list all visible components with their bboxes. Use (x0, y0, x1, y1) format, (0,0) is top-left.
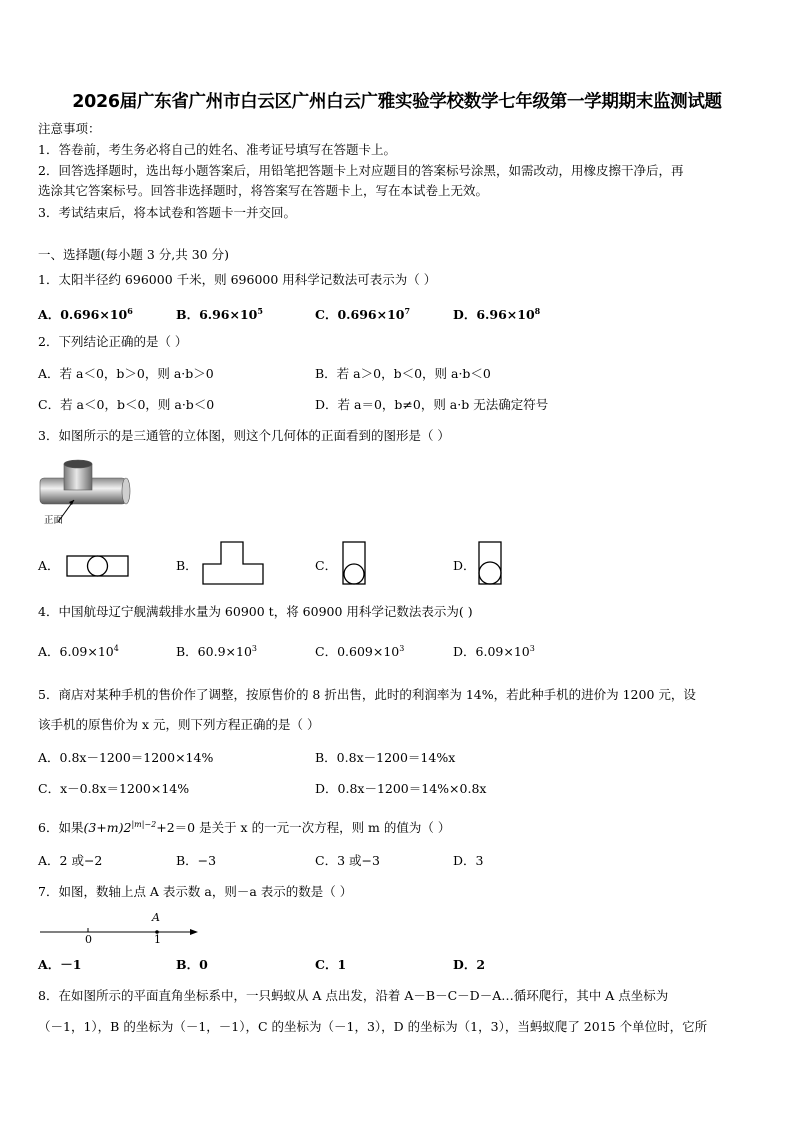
q3-option-a-shape (66, 553, 130, 579)
notice-heading: 注意事项： (38, 121, 101, 136)
q3-option-b-label: B． (176, 558, 198, 573)
q2-option-b: B．若 a＞0，b＜0，则 a·b＜0 (315, 366, 491, 381)
q3-option-d-label: D． (453, 558, 476, 573)
q1-stem: 1．太阳半径约 696000 千米，则 696000 用科学记数法可表示为（ ） (38, 272, 437, 287)
q8-stem-line1: 8．在如图所示的平面直角坐标系中，一只蚂蚁从 A 点出发，沿着 A－B－C－D－A…循环爬行，其中 A 点坐标为 (38, 988, 669, 1003)
q6-expression: (3+m)2 (83, 820, 132, 836)
q7-option-d: D．2 (453, 957, 486, 972)
q7-option-a: A．－1 (38, 957, 82, 972)
notice-item-2-cont: 选涂其它答案标号。回答非选择题时，将答案写在答题卡上，写在本试卷上无效。 (38, 183, 489, 198)
q7-tick-1: 1 (154, 933, 161, 946)
q2-option-d: D．若 a＝0，b≠0，则 a·b 无法确定符号 (315, 397, 549, 412)
notice-item-3: 3．考试结束后，将本试卷和答题卡一并交回。 (38, 205, 296, 220)
q7-point-label: A (152, 911, 160, 924)
q1-option-c: C．$0.696\times 10^7$ (315, 306, 411, 323)
q2-stem: 2．下列结论正确的是（ ） (38, 334, 188, 349)
q7-stem: 7．如图，数轴上点 A 表示数 a，则－a 表示的数是（ ） (38, 884, 353, 899)
q6-stem: 6．如果$(3+m)2^{|m|-2}+2=0$ 是关于 x 的一元一次方程，则 m 的值为（ ） (38, 820, 451, 836)
q7-option-b: B．0 (176, 957, 208, 972)
q3-figure-label: 正面 (44, 515, 64, 526)
section-heading: 一、选择题(每小题 3 分,共 30 分) (38, 247, 229, 262)
q3-option-c-label: C． (315, 558, 338, 573)
q1-option-b: B．$6.96\times 10^5$ (176, 306, 263, 323)
q3-option-d-shape (477, 540, 503, 586)
q5-option-b: B．0.8x－1200＝14%x (315, 750, 456, 765)
q5-option-d: D．0.8x－1200＝14%×0.8x (315, 781, 487, 796)
q4-stem: 4．中国航母辽宁舰满载排水量为 60900 t，将 60900 用科学记数法表示为( ) (38, 604, 473, 619)
q6-option-b: B．−3 (176, 853, 217, 868)
q6-option-c: C．3 或−3 (315, 853, 380, 868)
q2-option-a: A．若 a＜0，b＞0，则 a·b＞0 (38, 366, 214, 381)
q4-option-a: A．$6.09\times 10^4$ (38, 644, 119, 660)
q4-option-c: C．$0.609\times 10^3$ (315, 644, 405, 660)
q5-stem-line2: 该手机的原售价为 x 元，则下列方程正确的是（ ） (38, 717, 320, 732)
q4-option-d: D．$6.09\times 10^3$ (453, 644, 535, 660)
q4-option-b: B．$60.9\times 10^3$ (176, 644, 257, 660)
page-title: 2026届广东省广州市白云区广州白云广雅实验学校数学七年级第一学期期末监测试题 (72, 92, 722, 112)
number-line (38, 908, 204, 948)
q1-option-d: D．$6.96\times 10^8$ (453, 306, 541, 323)
q6-option-d: D．3 (453, 853, 484, 868)
q6-exponent: |m|−2 (131, 820, 157, 829)
q3-option-a-label: A． (38, 558, 60, 573)
notice-item-2: 2．回答选择题时，选出每小题答案后，用铅笔把答题卡上对应题目的答案标号涂黑，如需改动，用橡皮擦干净后，再 (38, 163, 684, 178)
q7-tick-0: 0 (85, 933, 92, 946)
q2-option-c: C．若 a＜0，b＜0，则 a·b＜0 (38, 397, 215, 412)
q5-option-c: C．x－0.8x＝1200×14% (38, 781, 190, 796)
q5-stem-line1: 5．商店对某种手机的售价作了调整，按原售价的 8 折出售，此时的利润率为 14%，若此种手机的进价为 1200 元，设 (38, 687, 696, 702)
q6-option-a: A．2 或−2 (38, 853, 103, 868)
q7-option-c: C．1 (315, 957, 347, 972)
q1-option-a: A．$0.696\times 10^6$ (38, 306, 133, 323)
q5-option-a: A．0.8x－1200＝1200×14% (38, 750, 214, 765)
q3-option-b-shape (201, 540, 265, 586)
q8-stem-line2: （－1，1），B 的坐标为（－1，－1），C 的坐标为（－1，3），D 的坐标为（1，3），当蚂蚁爬了 2015 个单位时，它所 (38, 1019, 708, 1034)
notice-item-1: 1．答卷前，考生务必将自己的姓名、准考证号填写在答题卡上。 (38, 142, 396, 157)
q3-stem: 3．如图所示的是三通管的立体图，则这个几何体的正面看到的图形是（ ） (38, 428, 450, 443)
q3-option-c-shape (341, 540, 367, 586)
